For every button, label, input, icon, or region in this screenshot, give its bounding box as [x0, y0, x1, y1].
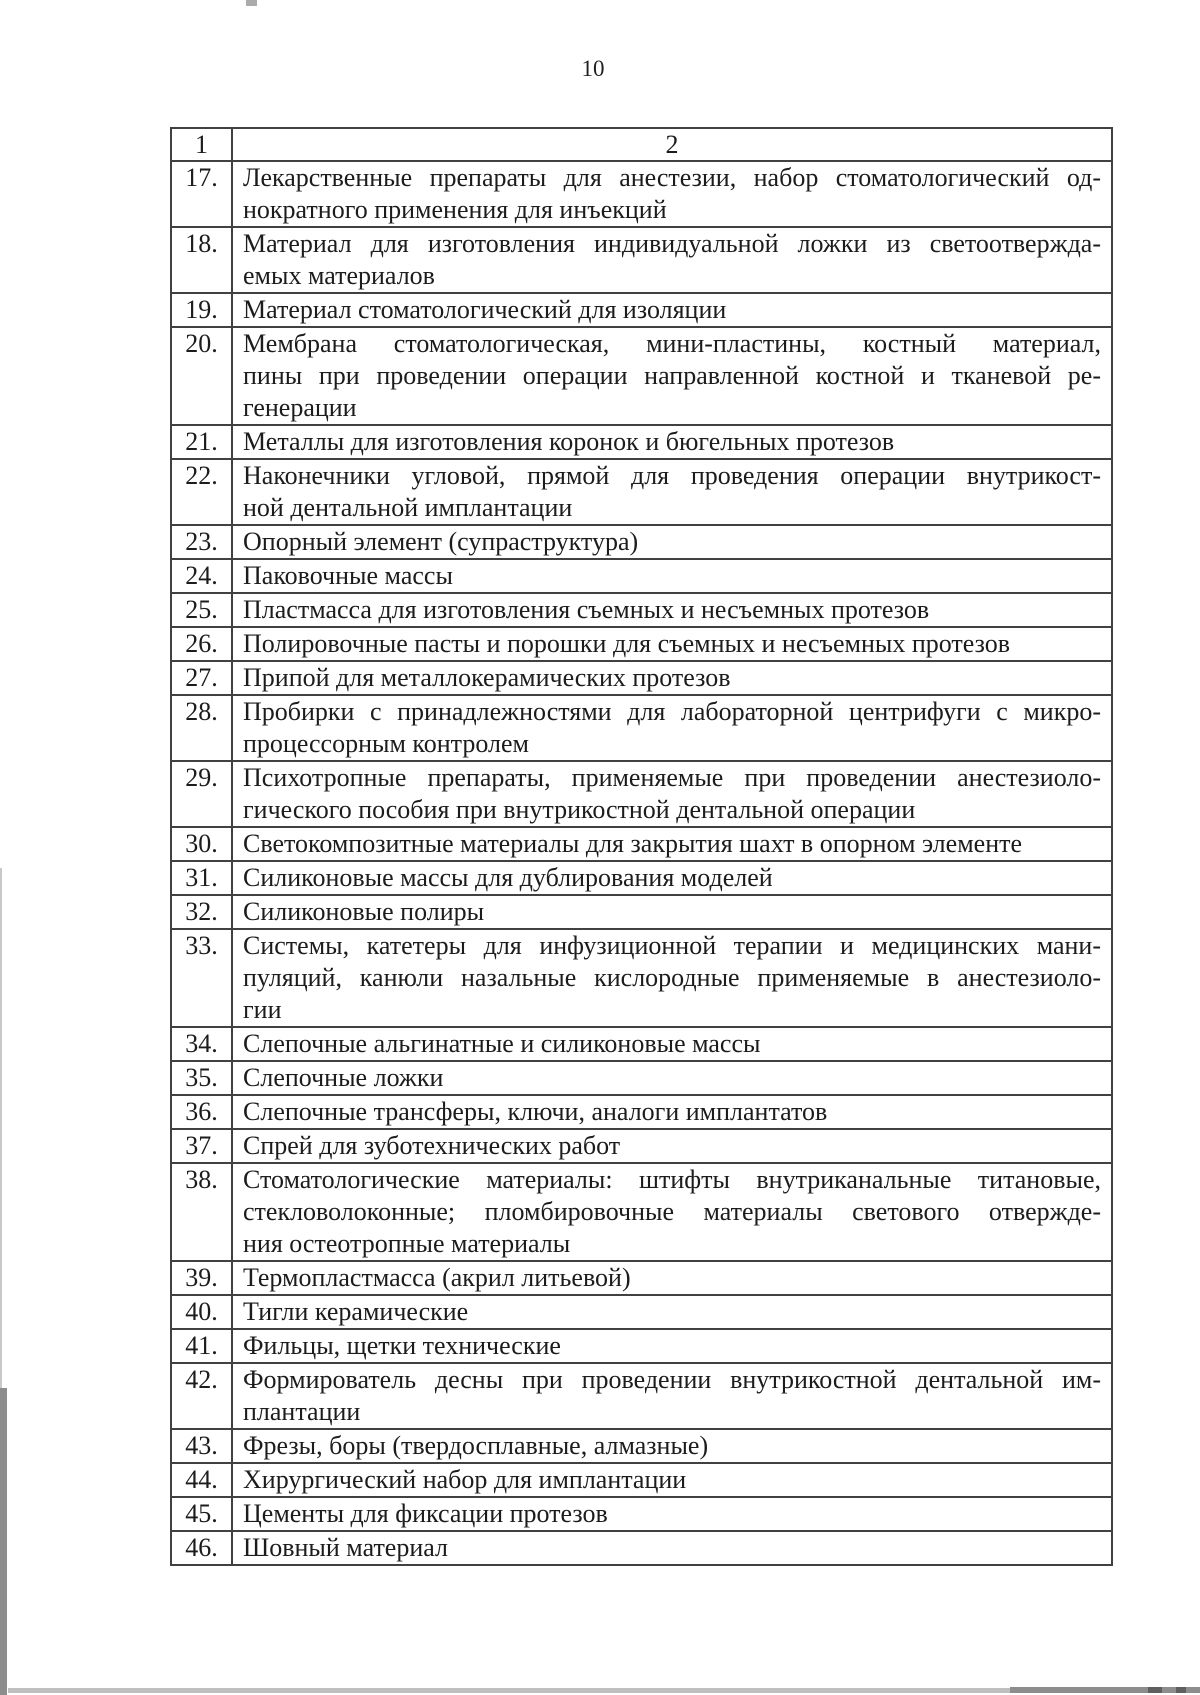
row-text-line: ния остеотропные материалы — [243, 1229, 571, 1258]
row-text — [232, 1163, 1112, 1261]
row-text — [232, 1429, 1112, 1463]
row-text-line: гического пособия при внутрикостной дентальной операции — [243, 795, 916, 824]
table-row — [171, 1163, 1112, 1261]
table-row — [171, 761, 1112, 827]
row-number: 34. — [171, 1027, 232, 1061]
row-number: 25. — [171, 593, 232, 627]
table-row — [171, 1531, 1112, 1565]
row-text-line: процессорным контролем — [243, 729, 529, 758]
scan-artifact-bottom-band — [8, 1688, 1010, 1693]
table-row — [171, 929, 1112, 1027]
row-number: 41. — [171, 1329, 232, 1363]
table-row — [171, 559, 1112, 593]
row-text — [232, 1329, 1112, 1363]
row-text-line: гии — [243, 995, 282, 1024]
row-text — [232, 695, 1112, 761]
row-text-line: Лекарственные препараты для анестезии, набор стоматологический од- — [243, 163, 1101, 192]
row-text — [232, 525, 1112, 559]
row-text — [232, 761, 1112, 827]
row-number: 27. — [171, 661, 232, 695]
row-number: 30. — [171, 827, 232, 861]
row-text-line: Металлы для изготовления коронок и бюгельных протезов — [243, 427, 895, 456]
row-text-line: емых материалов — [243, 261, 435, 290]
row-text — [232, 227, 1112, 293]
row-number: 19. — [171, 293, 232, 327]
scan-artifact-bottom-dash — [1148, 1687, 1162, 1693]
row-text-line: Материал для изготовления индивидуальной ложки из светоотвержда- — [243, 229, 1101, 258]
row-number: 23. — [171, 525, 232, 559]
materials-table — [170, 127, 1113, 1566]
row-text-line: Цементы для фиксации протезов — [243, 1499, 608, 1528]
row-text — [232, 1295, 1112, 1329]
row-number: 26. — [171, 627, 232, 661]
table-row — [171, 1363, 1112, 1429]
row-number: 45. — [171, 1497, 232, 1531]
row-number: 36. — [171, 1095, 232, 1129]
row-text — [232, 929, 1112, 1027]
row-text-line: стекловолоконные; пломбировочные материалы светового отвержде- — [243, 1197, 1101, 1226]
row-text-line: Шовный материал — [243, 1533, 449, 1562]
row-text — [232, 861, 1112, 895]
row-text-line: Слепочные ложки — [243, 1063, 444, 1092]
row-text — [232, 425, 1112, 459]
table-row — [171, 459, 1112, 525]
row-text-line: Силиконовые массы для дублирования моделей — [243, 863, 773, 892]
row-text-line: Термопластмасса (акрил литьевой) — [243, 1263, 631, 1292]
row-text-line: Полировочные пасты и порошки для съемных и несъемных протезов — [243, 629, 1011, 658]
row-number: 20. — [171, 327, 232, 425]
table-row — [171, 695, 1112, 761]
table-row — [171, 861, 1112, 895]
row-number: 29. — [171, 761, 232, 827]
table-row — [171, 161, 1112, 227]
row-text-line: Спрей для зуботехнических работ — [243, 1131, 621, 1160]
row-text — [232, 895, 1112, 929]
row-text-line: Фильцы, щетки технические — [243, 1331, 561, 1360]
table-row — [171, 1463, 1112, 1497]
row-number: 46. — [171, 1531, 232, 1565]
row-number: 37. — [171, 1129, 232, 1163]
row-text — [232, 827, 1112, 861]
row-text — [232, 1363, 1112, 1429]
row-text-line: Мембрана стоматологическая, мини-пластины, костный материал, — [243, 329, 1101, 358]
row-number: 21. — [171, 425, 232, 459]
row-text — [232, 661, 1112, 695]
row-text-line: Слепочные трансферы, ключи, аналоги имплантатов — [243, 1097, 828, 1126]
row-text — [232, 1095, 1112, 1129]
scan-artifact-bottom-band-dark — [1010, 1687, 1200, 1693]
scan-artifact-left-strip — [0, 1388, 7, 1695]
row-text-line: Хирургический набор для имплантации — [243, 1465, 687, 1494]
row-text-line: нократного применения для инъекций — [243, 195, 667, 224]
row-text — [232, 1061, 1112, 1095]
table-row — [171, 1027, 1112, 1061]
row-text — [232, 1261, 1112, 1295]
row-text — [232, 627, 1112, 661]
row-text — [232, 161, 1112, 227]
header-col-description: 2 — [232, 128, 1112, 161]
table-row — [171, 827, 1112, 861]
row-text — [232, 1129, 1112, 1163]
row-text — [232, 593, 1112, 627]
row-number: 44. — [171, 1463, 232, 1497]
row-text-line: генерации — [243, 393, 357, 422]
table-row — [171, 627, 1112, 661]
row-text-line: Психотропные препараты, применяемые при проведении анестезиоло- — [243, 763, 1101, 792]
row-number: 31. — [171, 861, 232, 895]
scan-artifact-left-line — [0, 868, 2, 1390]
row-text-line: пуляций, канюли назальные кислородные применяемые в анестезиоло- — [243, 963, 1101, 992]
row-text — [232, 293, 1112, 327]
row-text-line: ной дентальной имплантации — [243, 493, 573, 522]
row-text-line: Стоматологические материалы: штифты внутриканальные титановые, — [243, 1165, 1101, 1194]
row-text — [232, 559, 1112, 593]
row-number: 40. — [171, 1295, 232, 1329]
table-row — [171, 1129, 1112, 1163]
row-text-line: Слепочные альгинатные и силиконовые массы — [243, 1029, 761, 1058]
row-text-line: Формирователь десны при проведении внутрикостной дентальной им- — [243, 1365, 1101, 1394]
row-text — [232, 459, 1112, 525]
row-text-line: Опорный элемент (супраструктура) — [243, 527, 639, 556]
table-header-row — [171, 128, 1112, 161]
table-row — [171, 1061, 1112, 1095]
row-number: 22. — [171, 459, 232, 525]
row-number: 39. — [171, 1261, 232, 1295]
row-text-line: Припой для металлокерамических протезов — [243, 663, 731, 692]
row-number: 28. — [171, 695, 232, 761]
table-row — [171, 1497, 1112, 1531]
row-text-line: Силиконовые полиры — [243, 897, 485, 926]
row-text-line: Светокомпозитные материалы для закрытия шахт в опорном элементе — [243, 829, 1023, 858]
scan-artifact-top-edge — [246, 0, 257, 6]
row-number: 42. — [171, 1363, 232, 1429]
table-row — [171, 425, 1112, 459]
row-number: 17. — [171, 161, 232, 227]
row-text-line: Пробирки с принадлежностями для лабораторной центрифуги с микро- — [243, 697, 1101, 726]
row-number: 24. — [171, 559, 232, 593]
table-row — [171, 525, 1112, 559]
row-text-line: Паковочные массы — [243, 561, 453, 590]
scan-artifact-bottom-dash — [1176, 1687, 1186, 1693]
table-row — [171, 1095, 1112, 1129]
row-number: 18. — [171, 227, 232, 293]
row-text-line: Системы, катетеры для инфузиционной терапии и медицинских мани- — [243, 931, 1101, 960]
row-text-line: Наконечники угловой, прямой для проведения операции внутрикост- — [243, 461, 1101, 490]
row-text — [232, 1463, 1112, 1497]
table-row — [171, 1329, 1112, 1363]
row-text-line: Фрезы, боры (твердосплавные, алмазные) — [243, 1431, 709, 1460]
row-text — [232, 327, 1112, 425]
table-row — [171, 593, 1112, 627]
row-number: 32. — [171, 895, 232, 929]
row-text — [232, 1497, 1112, 1531]
row-number: 43. — [171, 1429, 232, 1463]
table-row — [171, 293, 1112, 327]
row-text-line: Пластмасса для изготовления съемных и несъемных протезов — [243, 595, 930, 624]
row-text — [232, 1531, 1112, 1565]
row-text — [232, 1027, 1112, 1061]
table-row — [171, 661, 1112, 695]
row-text-line: плантации — [243, 1397, 361, 1426]
table-row — [171, 227, 1112, 293]
row-text-line: Материал стоматологический для изоляции — [243, 295, 727, 324]
row-number: 35. — [171, 1061, 232, 1095]
table-row — [171, 1429, 1112, 1463]
page-number: 10 — [581, 56, 605, 81]
row-number: 38. — [171, 1163, 232, 1261]
row-text-line: Тигли керамические — [243, 1297, 469, 1326]
row-number: 33. — [171, 929, 232, 1027]
table-row — [171, 1261, 1112, 1295]
table-row — [171, 895, 1112, 929]
row-text-line: пины при проведении операции направленной костной и тканевой ре- — [243, 361, 1101, 390]
header-col-number: 1 — [171, 128, 232, 161]
table-row — [171, 327, 1112, 425]
table-row — [171, 1295, 1112, 1329]
